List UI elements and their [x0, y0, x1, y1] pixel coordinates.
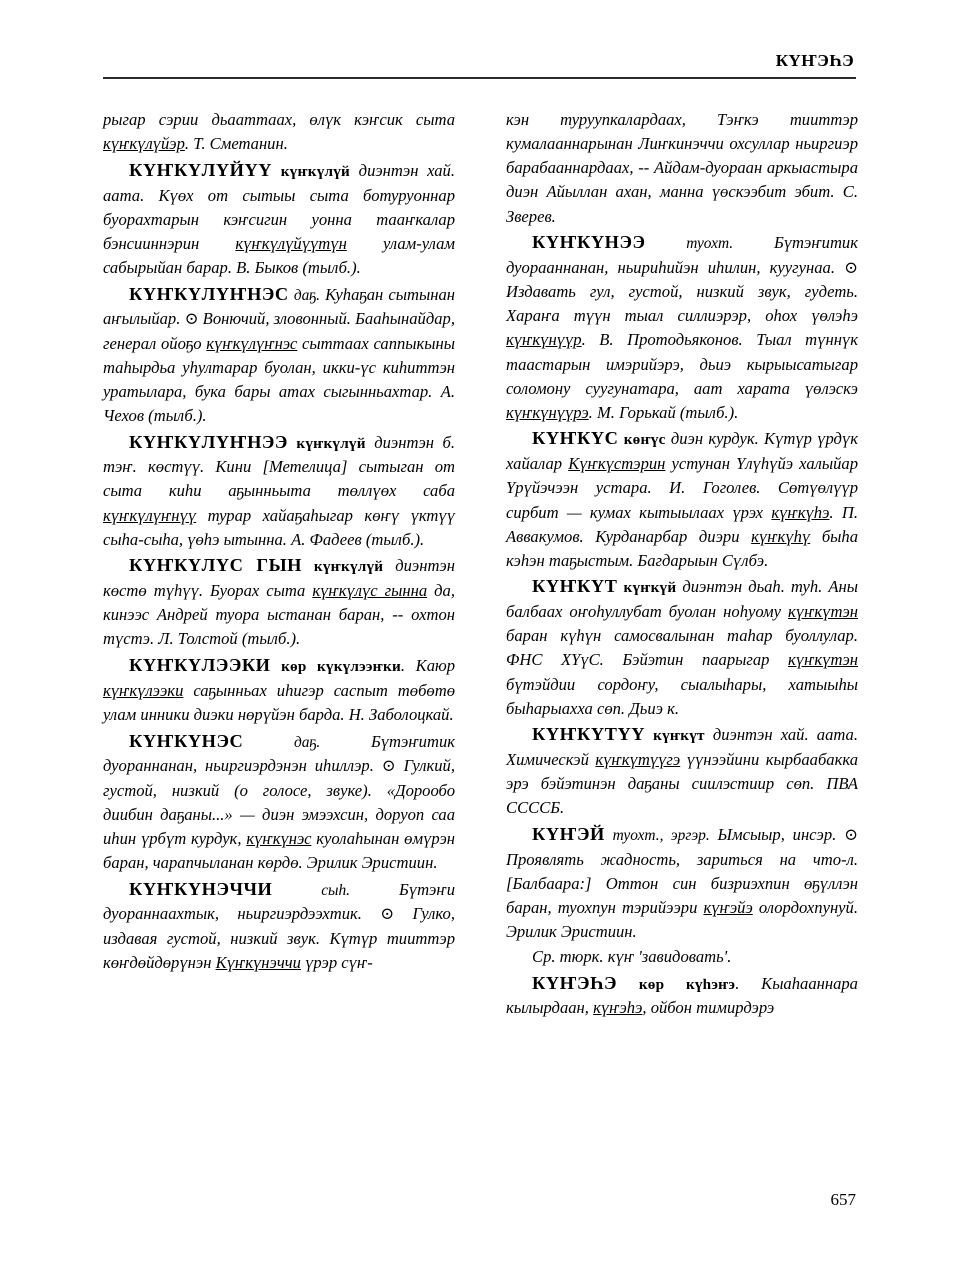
- entry-body: Куһаҕан сытынан аҥылыйар. ⊙ Вонючий, зловонный. Бааһынайдар, генерал ойоҕо күҥкүлүҥнэс сыттаах саппыкыны таһырдьа уһултарар буолан, икки-үс киһиттэн уратылара, бука бары атах сыгынньахтар. А. Чехов (тылб.).: [103, 284, 456, 425]
- two-column-body: [103, 108, 858, 1021]
- entry-grammar-bold: көр күһэҥэ: [638, 975, 736, 993]
- entry-grammar-bold: күҥкүлүй: [296, 434, 366, 452]
- carryover-paragraph: кэн туруупкалардаах, Тэҥкэ тииттэр кумалааннарынан Лиҥкинэччи охсуллар ньиргиэр барабааннардаах, -- Айдам-дуораан аркыастыра диэн Айыллан ахан, манна үөскээбит эбит. С. Зверев.: [506, 110, 858, 226]
- entry-grammar-bold: даҕ.: [293, 286, 320, 304]
- entry-headword: КҮҤКҮНЭЧЧИ: [129, 878, 273, 899]
- dictionary-entry: [506, 821, 858, 944]
- entry-body: Ымсыыр, инсэр. ⊙ Проявлять жадность, зариться на что-л. [Балбаара:] Оттон син бизриэхпин өҕүллэн баран, туохпун тэрийээри күҥэйэ олордохпунуй. Эрилик Эристиин.: [506, 825, 858, 942]
- entry-body: Бүтэҥи дуораннаахтык, ньиргиэрдээхтик. ⊙ Гулко, издавая густой, низкий звук. Күтүр тииттэр көҥдөйдөрүнэн Күҥкүнэччи үрэр сүҥ-: [103, 879, 455, 972]
- entry-grammar-bold: көҥүс: [623, 431, 666, 449]
- dictionary-entry: [103, 876, 455, 975]
- entry-headword: КҮҤКҮНЭС: [129, 730, 244, 751]
- entry-body: . Кыаһааннара кылырдаан, күҥэһэ, ойбон тимирдэрэ: [506, 973, 858, 1018]
- entry-grammar-bold: көр күкүлээҥки: [281, 658, 401, 676]
- dictionary-entry: [506, 970, 858, 1021]
- carryover-paragraph: рыгар сэрии дьааттаах, өлүк кэҥсик сыта күҥкүлүйэр. Т. Сметанин.: [103, 110, 455, 154]
- running-head-text: КҮҤЭҺЭ: [775, 51, 854, 70]
- entry-body: диэнтэн б. тэҥ. көстүү. Кини [Метелица] сытыган от сыта киһи аҕынньыта төллүөх саба күҥкүлүҥнүү турар хайаҕаһыгар көҥү үктүү сыһа-сыһа, үөһэ ытынна. А. Фадеев (тылб.).: [103, 432, 456, 549]
- entry-headword: КҮҤЭҺЭ: [532, 972, 618, 993]
- entry-headword: КҮҤКҮЛҮЙҮҮ: [129, 159, 273, 180]
- dictionary-entry: [103, 157, 455, 280]
- entry-headword: КҮҤКҮЛҮҤНЭС: [129, 283, 289, 304]
- entry-body: . Каюр күҥкүлээки саҕынньах иһигэр саспыт төбөтө улам инники диэки нөрүйэн барда. Н. Заболоцкай.: [103, 656, 455, 724]
- entry-grammar-bold: даҕ.: [294, 733, 321, 751]
- entry-grammar-bold: туохт.: [686, 235, 734, 253]
- running-head: [103, 52, 856, 79]
- entry-headword: КҮҤКҮЛҮС ГЫН: [129, 555, 302, 576]
- dictionary-entry: [506, 425, 858, 572]
- entry-headword: КҮҤКҮТ: [532, 576, 618, 597]
- dictionary-entry: [506, 721, 858, 820]
- running-head-rule: [103, 77, 856, 79]
- dictionary-entry: [103, 652, 455, 727]
- entry-body: Бүтэҥитик дуораннанан, ньиргиэрдэнэн иһиллэр. ⊙ Гулкий, густой, низкий (о голосе, звуке). «Дорообо диибин даҕаны...» — диэн эмээхсин, доруоп саа иһин үрбүт курдук, күҥкүнэс куолаһынан өмүрэн баран, чарапчыланан көрдө. Эрилик Эристиин.: [103, 731, 455, 872]
- dictionary-entry: [506, 573, 858, 720]
- entry-body: Бүтэҥитик дуорааннанан, ньириһийэн иһилин, куугунаа. ⊙ Издавать гул, густой, низкий звук, гудеть. Хараҥа түүн тыал силлиэрэр, оһох үөлэһэ күҥкүнүүр. В. Протодьяконов. Тыал түннүк таастарын имэрийэрэ, дьиэ кырыысатыгар соломону суугунатара, аат харата үөлэскэ күҥкүнүүрэ. М. Горькай (тылб.).: [506, 233, 858, 422]
- dictionary-entry: [506, 229, 858, 425]
- dictionary-entry: [103, 281, 455, 428]
- entry-body: диэнтэн дьаһ. туһ. Аны балбаах оҥоһуллубат буолан ноһуому күҥкүтэн баран күһүн самосвалынан таһар буоллулар. ФНС ХҮүС. Бэйэтин паарыгар күҥкүтэн бүтэйдии сордоҥу, сыалыһары, хатыыһы быһарыахха сөп. Дьиэ к.: [506, 577, 858, 718]
- entry-grammar-bold: туохт., эргэр.: [612, 827, 710, 845]
- entry-body: диэнтэн хай. аата. Күөх от сытыы сыта ботуруоннар буорахтарын кэҥсигин уонна тааҥкалар бэнсииннэрин күҥкүлүйүүтүн улам-улам сабырыйан барар. В. Быков (тылб.).: [103, 160, 455, 277]
- entry-grammar-bold: сыһ.: [321, 881, 351, 899]
- entry-grammar-bold: күҥкүлүй: [280, 162, 350, 180]
- entry-headword: КҮҤКҮС: [532, 428, 619, 449]
- entry-headword: КҮҤКҮЛЭЭКИ: [129, 655, 271, 676]
- entry-body: диэнтэн хай. аата. Химическэй күҥкүтүүгэ үүнээйини кырбаабакка эрэ бэйэтинэн даҕаны сиилэстиир сөп. ПВА СССCБ.: [506, 725, 858, 818]
- dictionary-entry: [103, 429, 455, 552]
- entry-body: диэнтэн көстө түһүү. Буорах сыта күҥкүлүс гынна да, кинээс Андрей туора ыстанан баран, -- охтон түстэ. Л. Толстой (тылб.).: [103, 556, 455, 649]
- entry-headword: КҮҤКҮЛҮҤНЭЭ: [129, 431, 288, 452]
- entry-headword: КҮҤКҮНЭЭ: [532, 232, 646, 253]
- left-column: [103, 108, 455, 1021]
- dictionary-entry: [103, 552, 455, 651]
- entry-headword: КҮҤКҮТҮҮ: [532, 724, 646, 745]
- entry-headword: КҮҤЭЙ: [532, 824, 605, 845]
- entry-grammar-bold: күҥкүлүй: [313, 558, 384, 576]
- cross-reference: Ср. тюрк. күҥ 'завидовать'.: [532, 946, 732, 966]
- right-column: [506, 108, 858, 1021]
- dictionary-entry: [103, 728, 455, 875]
- entry-body: диэн курдук. Күтүр үрдүк хайалар Күҥкүстэрин устунан Үлүһүйэ халыйар Үрүйэчээн устара. И. Гоголев. Сөтүөлүүр сирбит — кумах кытыылаах үрэх күҥкүһэ. П. Аввакумов. Курданарбар диэри күҥкүһү быһа кэһэн таҕыстым. Багдарыын Сүлбэ.: [506, 429, 858, 570]
- entry-grammar-bold: күҥкүй: [623, 579, 677, 597]
- entry-grammar-bold: күҥкүт: [653, 727, 705, 745]
- page-number: 657: [830, 1190, 856, 1209]
